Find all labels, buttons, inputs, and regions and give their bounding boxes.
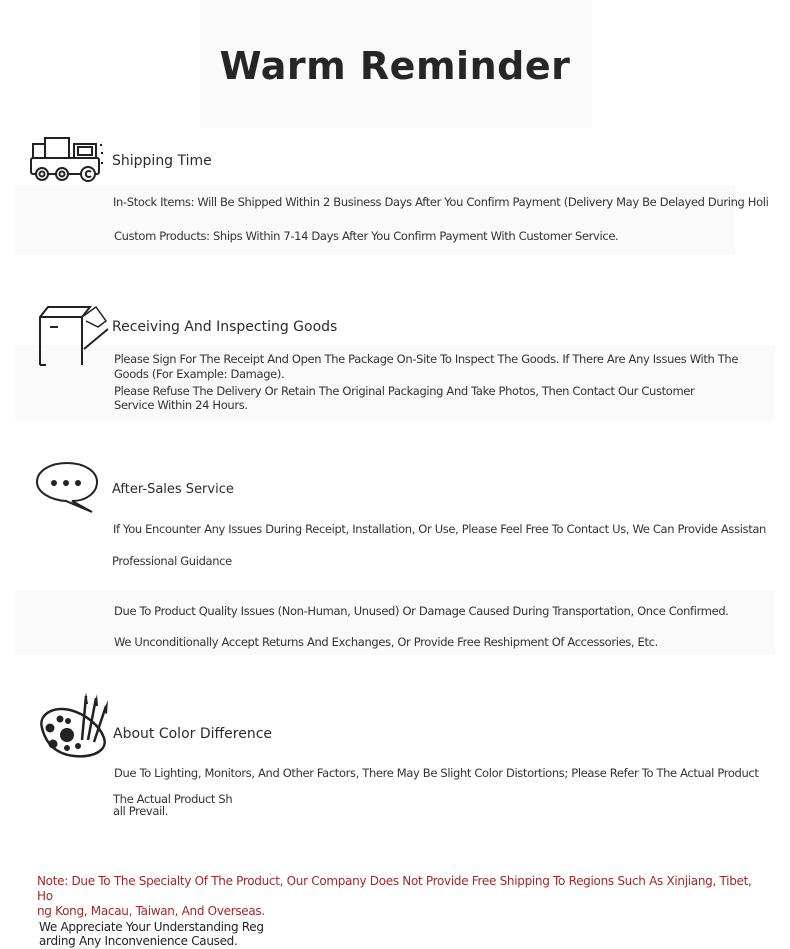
section-heading: About Color Difference [113, 726, 273, 742]
shipping-note: ng Kong, Macau, Taiwan, And Overseas. [37, 904, 265, 918]
closing-text: We Appreciate Your Understanding Reg [39, 920, 264, 934]
section-text: Goods (For Example: Damage). [114, 367, 285, 381]
page-title: Warm Reminder [219, 44, 571, 88]
section-text: Please Refuse The Delivery Or Retain The Original Packaging And Take Photos, Then Contact Our Customer [114, 384, 695, 398]
section-heading: After-Sales Service [112, 482, 234, 497]
section-heading: Receiving And Inspecting Goods [112, 319, 338, 335]
section-text: The Actual Product Sh [113, 792, 233, 806]
section-text: Due To Product Quality Issues (Non-Human, Unused) Or Damage Caused During Transportation, Once Confirmed. [114, 604, 729, 618]
section-heading: Shipping Time [112, 153, 212, 169]
section-text: Please Sign For The Receipt And Open The Package On-Site To Inspect The Goods. If There Are Any Issues With The [114, 352, 739, 366]
section-text: In-Stock Items: Will Be Shipped Within 2 Business Days After You Confirm Payment (Delivery May Be Delayed During Holi [113, 195, 769, 209]
section-text: all Prevail. [113, 804, 169, 818]
palette-icon [34, 688, 110, 760]
section-text: Due To Lighting, Monitors, And Other Factors, There May Be Slight Color Distortions; Please Refer To The Actual Product [114, 766, 759, 780]
speech-bubble-icon [34, 460, 100, 514]
shipping-note: Note: Due To The Specialty Of The Product, Our Company Does Not Provide Free Shipping To Regions Such As Xinjiang, Tibet, Ho [37, 874, 752, 903]
closing-text: arding Any Inconvenience Caused. [39, 934, 238, 948]
section-text: Custom Products: Ships Within 7-14 Days After You Confirm Payment With Customer Service. [114, 229, 619, 243]
section-text: If You Encounter Any Issues During Receipt, Installation, Or Use, Please Feel Free To Contact Us, We Can Provide Assistan [113, 522, 766, 536]
box-icon [36, 303, 110, 369]
truck-icon [28, 136, 106, 184]
section-text: We Unconditionally Accept Returns And Exchanges, Or Provide Free Reshipment Of Accessories, Etc. [114, 635, 658, 649]
section-text: Professional Guidance [112, 554, 232, 568]
section-text: Service Within 24 Hours. [114, 398, 248, 412]
